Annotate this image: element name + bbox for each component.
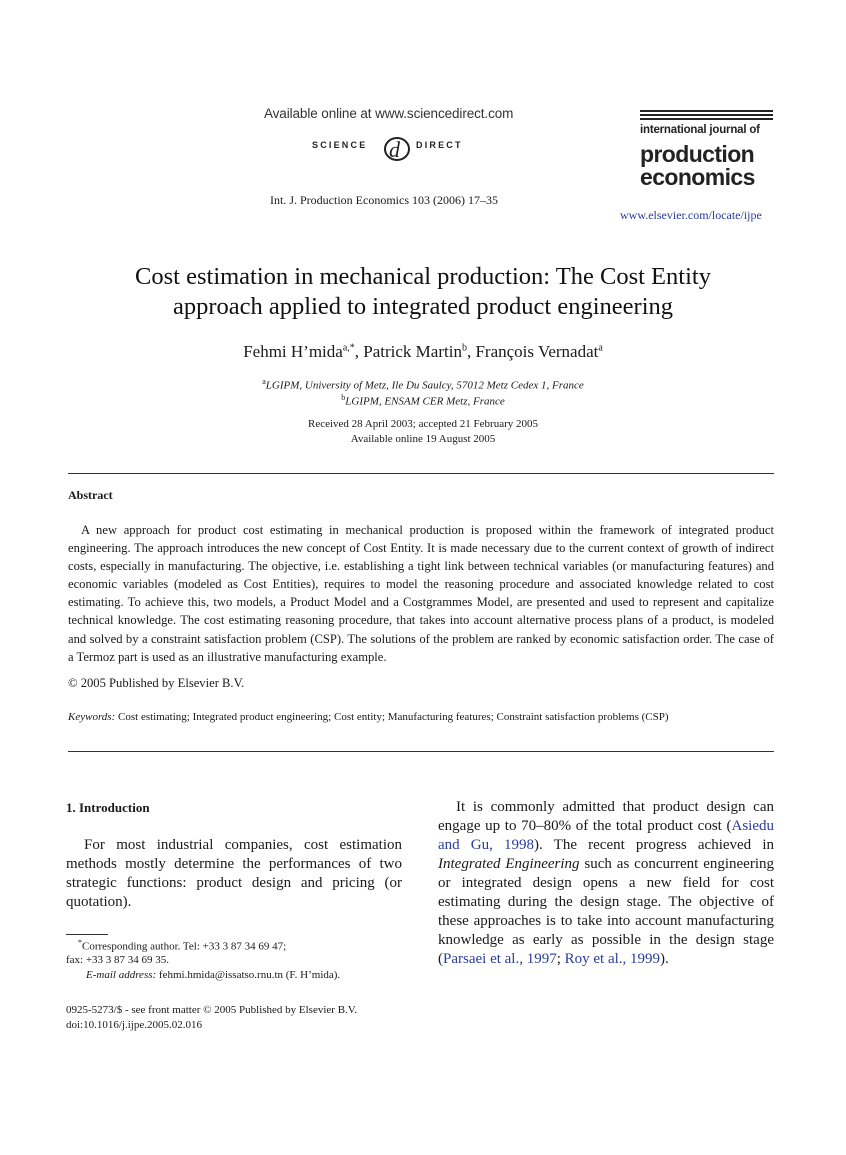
sd-logo-direct: DIRECT <box>416 140 463 150</box>
text-segment: ; <box>556 951 565 967</box>
journal-reference: Int. J. Production Economics 103 (2006) 17–35 <box>270 193 498 207</box>
issn-front-matter: 0925-5273/$ - see front matter © 2005 Published by Elsevier B.V. <box>66 1004 358 1016</box>
article-title <box>60 262 786 322</box>
author-name: Patrick Martin <box>363 342 462 361</box>
intro-paragraph-left: For most industrial companies, cost estimation methods mostly determine the performances of two strategic functions: product design and pricing (or quotation). <box>66 837 402 910</box>
abstract-copyright: © 2005 Published by Elsevier B.V. <box>68 676 245 690</box>
footnote-corresponding <box>78 938 286 953</box>
keywords-label: Keywords: <box>68 711 116 723</box>
doi-text: doi:10.1016/j.ijpe.2005.02.016 <box>66 1019 202 1031</box>
footnote-email <box>86 969 340 981</box>
author-name: François Vernadat <box>475 342 599 361</box>
journal-name-top: international journal of <box>640 124 760 136</box>
affiliation-a-text: LGIPM, University of Metz, Ile Du Saulcy, 57012 Metz Cedex 1, France <box>265 379 584 392</box>
divider <box>68 473 774 474</box>
text-segment: such as concurrent engineering or integrated design opens a new field for cost estimating during the design stage. The objective of these approaches is to take into account manufacturing knowledge as early as possible in the design stage ( <box>438 856 774 967</box>
footnote-mark: * <box>78 938 82 947</box>
divider <box>68 751 774 752</box>
journal-name-line2: economics <box>640 164 755 190</box>
author-list: Fehmi H’mida$^{a,*}$, Patrick Martin$^b$, François Vernadat$^a$ <box>243 342 603 361</box>
journal-name-line1: production <box>640 141 755 167</box>
citation-link[interactable]: Asiedu and Gu, 1998 <box>438 818 774 853</box>
affiliation-a <box>60 377 786 392</box>
email-label: E-mail address: <box>86 969 157 981</box>
intro-paragraph-right <box>438 798 774 969</box>
title-line-1: Cost estimation in mechanical production: The Cost Entity <box>135 263 711 290</box>
keywords-text: Cost estimating; Integrated product engineering; Cost entity; Manufacturing features; Constraint satisfaction problems (CSP) <box>118 711 669 723</box>
email-address: fehmi.hmida@issatso.rnu.tn (F. H’mida). <box>158 969 341 981</box>
sciencedirect-online-text: Available online at www.sciencedirect.com <box>264 106 514 121</box>
footnote-fax: fax: +33 3 87 34 69 35. <box>66 954 170 966</box>
author-sup: a,* <box>342 342 355 354</box>
text-segment: ). The recent progress achieved in <box>534 837 775 853</box>
section-heading-introduction: 1. Introduction <box>66 800 150 815</box>
sciencedirect-logo <box>312 130 482 166</box>
citation-link[interactable]: Parsaei et al., 1997 <box>443 951 557 967</box>
affiliation-a-sup: a <box>262 377 266 386</box>
affiliation-b <box>60 393 786 408</box>
italic-term: Integrated Engineering <box>438 856 580 872</box>
keywords <box>68 710 774 725</box>
author-sup: b <box>461 342 467 354</box>
journal-logo-rules <box>640 110 773 122</box>
affiliation-b-text: LGIPM, ENSAM CER Metz, France <box>345 395 505 408</box>
footnote-tel: Corresponding author. Tel: +33 3 87 34 69 47; <box>82 940 287 953</box>
abstract-heading: Abstract <box>68 488 113 502</box>
sd-emblem-icon <box>380 130 414 166</box>
author-sup: a <box>598 342 603 354</box>
citation-link[interactable]: Roy et al., 1999 <box>564 951 661 967</box>
available-online-date: Available online 19 August 2005 <box>350 433 496 445</box>
svg-text:d: d <box>389 137 400 162</box>
text-segment: ). <box>660 951 669 967</box>
footnote-divider <box>66 934 108 935</box>
journal-url-link[interactable]: www.elsevier.com/locate/ijpe <box>620 208 762 222</box>
abstract-body: A new approach for product cost estimating in mechanical production is proposed within the framework of integrated product engineering. The approach introduces the new concept of Cost Entity. It is made necessary due to the current context of growth of indirect costs, especially in manufacturing. The objective, i.e. establishing a tight link between technical variables (or manufacturing features) and economic variables (modeled as Cost Entities), requires to model the reasoning procedure and associated knowledge related to cost estimating. To achieve this, two models, a Product Model and a Costgrammes Model, are presented and used to represent and capitalize technical knowledge. The cost estimating reasoning procedure, that takes into account alternative process plans of a product, is modeled and solved by a constraint satisfaction problem (CSP). The solutions of the problem are ranked by economic satisfaction order. The case of a Termoz part is used as an illustrative manufacturing example. <box>68 523 774 664</box>
text-segment: It is commonly admitted that product design can engage up to 70–80% of the total product cost ( <box>438 799 774 834</box>
sd-logo-science: SCIENCE <box>312 140 368 150</box>
affiliation-b-sup: b <box>341 393 346 402</box>
author-name: Fehmi H’mida <box>243 342 343 361</box>
received-dates: Received 28 April 2003; accepted 21 February 2005 <box>307 418 539 430</box>
title-line-2: approach applied to integrated product engineering <box>172 293 673 320</box>
